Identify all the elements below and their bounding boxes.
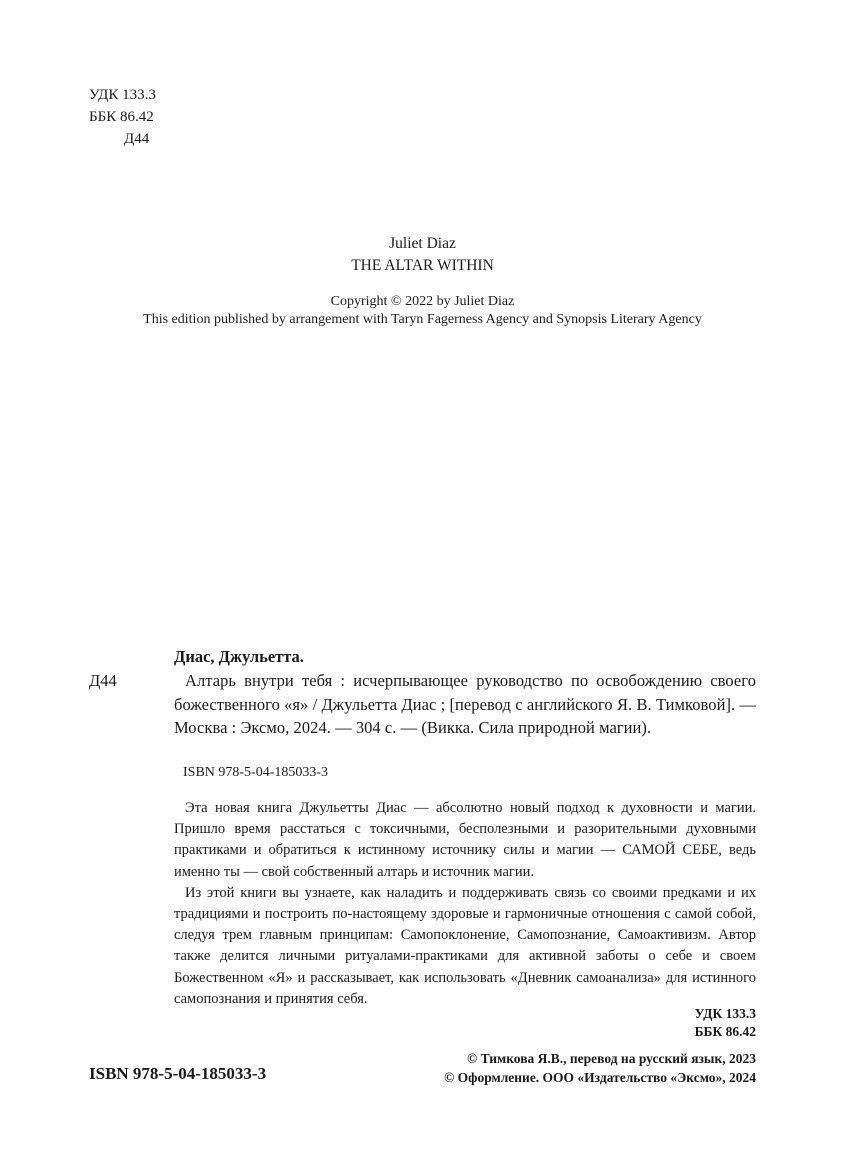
- original-author: Juliet Diaz: [389, 235, 456, 252]
- udk-code: УДК 133.3: [89, 87, 156, 103]
- isbn-bottom: ISBN 978-5-04-185033-3: [89, 1064, 267, 1083]
- annotation-paragraph-2: Из этой книги вы узнаете, как наладить и поддерживать связь со своими предками и их традициями и построить по-настоящему здоровые и гармоничные отношения с самой собой, следуя трем главным принципам: Самопоклонение, Самопознание, Самоактивизм. Автор также делится личными ритуалами-практиками для активной заботы о себе и своем Божественном «Я» и рассказывает, как использовать «Дневник самоанализа» для истинного самопознания и принятия себя.: [174, 884, 756, 1007]
- description-text: Алтарь внутри тебя : исчерпывающее руководство по освобождению своего божественного «я» / Джульетта Диас ; [перевод с английского Я. В. Тимковой]. — Москва : Эксмо, 2024. — 304 с. — (Викка. Сила природной магии).: [174, 671, 756, 737]
- bibliographic-description: [174, 669, 756, 740]
- copyright-translation: © Тимкова Я.В., перевод на русский язык, 2023: [467, 1051, 756, 1066]
- bibliographic-code: Д44: [89, 671, 117, 690]
- original-copyright: Copyright © 2022 by Juliet Diaz: [330, 294, 515, 309]
- copyright-design: © Оформление. ООО «Издательство «Эксмо», 2024: [444, 1070, 756, 1085]
- udk-bottom-block: [695, 1005, 756, 1041]
- original-title: THE ALTAR WITHIN: [351, 257, 494, 274]
- copyright-bottom: [444, 1049, 756, 1087]
- copyright-notice: [0, 293, 845, 329]
- bibliographic-author: Диас, Джульетта.: [174, 647, 304, 666]
- edition-note: This edition published by arrangement with Taryn Fagerness Agency and Synopsis Literary Agency: [143, 312, 702, 327]
- annotation: [174, 798, 756, 1010]
- author-mark: Д44: [124, 131, 150, 147]
- original-credits: [0, 233, 845, 277]
- udk-bottom: УДК 133.3: [694, 1006, 756, 1021]
- bbk-code: ББК 86.42: [89, 109, 154, 125]
- annotation-paragraph-1: Эта новая книга Джульетты Диас — абсолютно новый подход к духовности и магии. Пришло время расстаться с токсичными, бесполезными и разорительными духовными практиками и обратиться к истинному источнику силы и магии — САМОЙ СЕБЕ, ведь именно ты — свой собственный алтарь и источник магии.: [174, 800, 756, 880]
- udk-top-block: [89, 84, 156, 150]
- bbk-bottom: ББК 86.42: [694, 1024, 756, 1039]
- bibliographic-isbn: ISBN 978-5-04-185033-3: [183, 765, 329, 780]
